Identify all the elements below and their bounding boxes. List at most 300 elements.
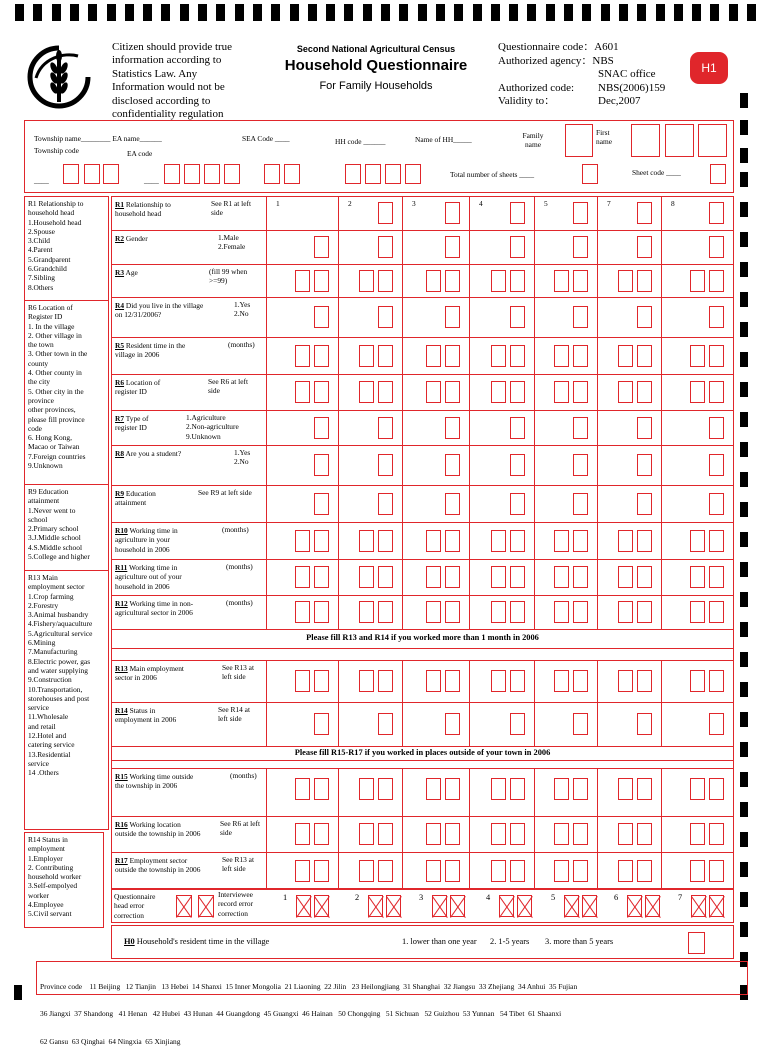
answer-box[interactable] (378, 713, 393, 735)
answer-box[interactable] (690, 566, 705, 588)
answer-box[interactable] (618, 823, 633, 845)
answer-box[interactable] (426, 381, 441, 403)
id-code-box[interactable] (405, 164, 421, 184)
answer-box[interactable] (491, 670, 506, 692)
answer-box[interactable] (554, 778, 569, 800)
id-code-box[interactable] (224, 164, 240, 184)
answer-box[interactable] (314, 670, 329, 692)
registration-mark (436, 4, 445, 21)
answer-box[interactable] (378, 306, 393, 328)
answer-box[interactable] (445, 823, 460, 845)
column-divider (402, 196, 403, 629)
family-name-box[interactable] (565, 124, 593, 157)
error-x-box[interactable] (691, 895, 706, 917)
question-text-line: Employment sector (129, 856, 188, 865)
registration-mark (198, 4, 207, 21)
answer-box[interactable] (445, 236, 460, 258)
question-note-line: (months) (226, 562, 253, 571)
answer-box[interactable] (573, 306, 588, 328)
answer-box[interactable] (637, 493, 652, 515)
sheet-code-field[interactable]: Sheet code ____ (632, 168, 681, 177)
answer-box[interactable] (314, 778, 329, 800)
error-x-box[interactable] (450, 895, 465, 917)
answer-box[interactable] (359, 860, 374, 882)
answer-box[interactable] (573, 417, 588, 439)
answer-box[interactable] (378, 270, 393, 292)
answer-box[interactable] (295, 381, 310, 403)
error-x-box[interactable] (627, 895, 642, 917)
answer-box[interactable] (709, 345, 724, 367)
answer-box[interactable] (618, 670, 633, 692)
row-divider (111, 702, 734, 703)
answer-box[interactable] (295, 530, 310, 552)
answer-box[interactable] (573, 202, 588, 224)
registration-mark (710, 4, 719, 21)
answer-box[interactable] (359, 381, 374, 403)
question-text-line: employment in 2006 (115, 715, 177, 725)
legend-line: R1 Relationship to (28, 199, 84, 208)
answer-box[interactable] (573, 381, 588, 403)
auth-code-label: Authorized code: (498, 81, 575, 94)
answer-box[interactable] (709, 530, 724, 552)
answer-box[interactable] (510, 601, 525, 623)
legend-line: 5.Grandparent (28, 254, 71, 264)
answer-box[interactable] (491, 381, 506, 403)
answer-box[interactable] (314, 566, 329, 588)
answer-box[interactable] (359, 566, 374, 588)
answer-box[interactable] (314, 270, 329, 292)
registration-mark (235, 4, 244, 21)
answer-box[interactable] (709, 601, 724, 623)
answer-box[interactable] (295, 860, 310, 882)
answer-box[interactable] (573, 270, 588, 292)
answer-box[interactable] (378, 417, 393, 439)
answer-box[interactable] (426, 601, 441, 623)
answer-box[interactable] (573, 345, 588, 367)
answer-box[interactable] (295, 270, 310, 292)
column-divider (534, 768, 535, 889)
answer-box[interactable] (445, 306, 460, 328)
answer-box[interactable] (573, 530, 588, 552)
legend-r6 (28, 303, 87, 470)
answer-box[interactable] (690, 670, 705, 692)
question-r1 (115, 200, 208, 219)
answer-box[interactable] (510, 493, 525, 515)
answer-box[interactable] (510, 270, 525, 292)
id-code-box[interactable] (385, 164, 401, 184)
answer-box[interactable] (573, 860, 588, 882)
error-x-box[interactable] (564, 895, 579, 917)
error-x-box[interactable] (645, 895, 660, 917)
answer-box[interactable] (510, 823, 525, 845)
answer-box[interactable] (690, 530, 705, 552)
answer-box[interactable] (637, 601, 652, 623)
answer-box[interactable] (554, 670, 569, 692)
answer-box[interactable] (637, 778, 652, 800)
answer-box[interactable] (618, 860, 633, 882)
province-code-line: 62 Gansu 63 Qinghai 64 Ningxia 65 Xinjiang (40, 1037, 181, 1047)
answer-box[interactable] (445, 345, 460, 367)
answer-box[interactable] (690, 860, 705, 882)
answer-box[interactable] (445, 493, 460, 515)
answer-box[interactable] (637, 345, 652, 367)
answer-box[interactable] (378, 530, 393, 552)
registration-mark (740, 148, 748, 163)
question-text-line: Status in (129, 706, 156, 715)
answer-box[interactable] (637, 306, 652, 328)
answer-box[interactable] (690, 345, 705, 367)
error-x-box[interactable] (432, 895, 447, 917)
answer-box[interactable] (554, 860, 569, 882)
form-badge (690, 52, 728, 84)
answer-box[interactable] (426, 345, 441, 367)
answer-box[interactable] (510, 381, 525, 403)
answer-box[interactable] (709, 860, 724, 882)
answer-box[interactable] (554, 381, 569, 403)
answer-box[interactable] (709, 202, 724, 224)
answer-box[interactable] (573, 454, 588, 476)
legend-line: service (28, 703, 49, 713)
row-divider (111, 230, 734, 231)
answer-box[interactable] (554, 530, 569, 552)
answer-box[interactable] (314, 306, 329, 328)
error-x-box[interactable] (499, 895, 514, 917)
total-sheets-box[interactable] (582, 164, 598, 184)
answer-box[interactable] (378, 345, 393, 367)
legend-line: Register ID (28, 312, 63, 322)
answer-box[interactable] (709, 417, 724, 439)
answer-box[interactable] (618, 530, 633, 552)
answer-box[interactable] (491, 566, 506, 588)
row-divider (111, 522, 734, 523)
answer-box[interactable] (445, 778, 460, 800)
answer-box[interactable] (690, 270, 705, 292)
question-code: R13 (115, 664, 128, 673)
answer-box[interactable] (554, 566, 569, 588)
answer-box[interactable] (445, 566, 460, 588)
answer-box[interactable] (491, 345, 506, 367)
answer-box[interactable] (637, 202, 652, 224)
error-x-box[interactable] (582, 895, 597, 917)
id-code-box[interactable] (103, 164, 119, 184)
id-code-box[interactable] (284, 164, 300, 184)
error-x-box[interactable] (386, 895, 401, 917)
answer-box[interactable] (573, 601, 588, 623)
answer-box[interactable] (359, 270, 374, 292)
question-r17 (115, 856, 219, 875)
interviewee-error-label (218, 890, 253, 918)
first-name-box-1[interactable] (631, 124, 660, 157)
answer-box[interactable] (491, 860, 506, 882)
answer-box[interactable] (637, 236, 652, 258)
answer-box[interactable] (690, 778, 705, 800)
id-code-box[interactable] (63, 164, 79, 184)
answer-box[interactable] (709, 454, 724, 476)
answer-box[interactable] (637, 417, 652, 439)
answer-box[interactable] (378, 493, 393, 515)
answer-box[interactable] (709, 566, 724, 588)
sheet-code-box[interactable] (710, 164, 726, 184)
answer-box[interactable] (426, 566, 441, 588)
answer-box[interactable] (445, 670, 460, 692)
legend-line: 7.Sibling (28, 273, 55, 283)
answer-box[interactable] (573, 778, 588, 800)
answer-box[interactable] (378, 202, 393, 224)
answer-box[interactable] (573, 670, 588, 692)
question-r4 (115, 301, 231, 320)
answer-box[interactable] (426, 823, 441, 845)
answer-box[interactable] (295, 345, 310, 367)
question-note-r10 (222, 525, 249, 534)
answer-box[interactable] (618, 566, 633, 588)
hh-code-field[interactable]: HH code ______ (335, 137, 386, 146)
answer-box[interactable] (378, 778, 393, 800)
column-number: 3 (412, 199, 416, 208)
registration-mark (740, 592, 748, 607)
legend-line: 4.Parent (28, 245, 53, 255)
error-column-number: 3 (419, 893, 424, 902)
township-name-field[interactable]: Township name________ (34, 134, 111, 143)
answer-box[interactable] (378, 860, 393, 882)
answer-box[interactable] (359, 530, 374, 552)
question-note-line: 2.No (234, 309, 249, 319)
answer-box[interactable] (378, 601, 393, 623)
answer-box[interactable] (709, 823, 724, 845)
answer-box[interactable] (314, 454, 329, 476)
answer-box[interactable] (637, 270, 652, 292)
answer-box[interactable] (709, 778, 724, 800)
legend-line: 9.Unknown (28, 461, 63, 471)
answer-box[interactable] (510, 236, 525, 258)
answer-box[interactable] (573, 493, 588, 515)
question-note-line: left side (222, 672, 246, 682)
error-x-box[interactable] (709, 895, 724, 917)
answer-box[interactable] (510, 713, 525, 735)
answer-box[interactable] (709, 493, 724, 515)
answer-box[interactable] (709, 236, 724, 258)
legend-line: Macao or Taiwan (28, 442, 80, 452)
answer-box[interactable] (709, 670, 724, 692)
id-code-box[interactable] (84, 164, 100, 184)
question-code: R8 (115, 449, 125, 458)
answer-box[interactable] (510, 860, 525, 882)
answer-box[interactable] (510, 345, 525, 367)
answer-box[interactable] (445, 530, 460, 552)
answer-box[interactable] (359, 601, 374, 623)
registration-mark (740, 352, 748, 367)
answer-box[interactable] (426, 530, 441, 552)
id-code-box[interactable] (264, 164, 280, 184)
id-code-box[interactable] (365, 164, 381, 184)
answer-box[interactable] (314, 381, 329, 403)
answer-box[interactable] (359, 670, 374, 692)
sea-code-field[interactable]: SEA Code ____ (242, 134, 290, 143)
answer-box[interactable] (618, 270, 633, 292)
answer-box[interactable] (491, 270, 506, 292)
answer-box[interactable] (709, 713, 724, 735)
registration-mark (729, 4, 738, 21)
question-r10 (115, 526, 219, 554)
answer-box[interactable] (378, 236, 393, 258)
error-column-number: 7 (678, 893, 683, 902)
answer-box[interactable] (314, 417, 329, 439)
answer-box[interactable] (378, 454, 393, 476)
total-sheets-field[interactable]: Total number of sheets ____ (450, 170, 535, 179)
answer-box[interactable] (510, 306, 525, 328)
validity-value: Dec,2007 (598, 95, 641, 107)
column-divider (597, 660, 598, 746)
answer-box[interactable] (445, 270, 460, 292)
notice-line: confidentiality regulation (112, 108, 224, 121)
answer-box[interactable] (445, 381, 460, 403)
h0-answer-box[interactable] (688, 932, 705, 954)
answer-box[interactable] (690, 601, 705, 623)
answer-box[interactable] (709, 270, 724, 292)
answer-box[interactable] (573, 713, 588, 735)
answer-box[interactable] (709, 306, 724, 328)
qcode-label: Questionnaire code： (498, 41, 595, 53)
error-x-box[interactable] (517, 895, 532, 917)
answer-box[interactable] (510, 670, 525, 692)
answer-box[interactable] (573, 566, 588, 588)
registration-mark (125, 4, 134, 21)
answer-box[interactable] (359, 823, 374, 845)
answer-box[interactable] (314, 493, 329, 515)
ea-code-label: EA code (127, 149, 153, 158)
answer-box[interactable] (426, 860, 441, 882)
registration-mark (740, 232, 748, 247)
answer-box[interactable] (637, 454, 652, 476)
answer-box[interactable] (426, 670, 441, 692)
answer-box[interactable] (637, 823, 652, 845)
error-x-box[interactable] (176, 895, 192, 917)
answer-box[interactable] (491, 530, 506, 552)
answer-box[interactable] (314, 530, 329, 552)
answer-box[interactable] (637, 670, 652, 692)
answer-box[interactable] (378, 823, 393, 845)
answer-box[interactable] (618, 345, 633, 367)
answer-box[interactable] (510, 454, 525, 476)
registration-mark (740, 382, 748, 397)
answer-box[interactable] (295, 566, 310, 588)
answer-box[interactable] (510, 202, 525, 224)
id-code-box[interactable] (345, 164, 361, 184)
name-of-hh-field[interactable]: Name of HH_____ (415, 135, 472, 144)
column-divider (338, 660, 339, 746)
answer-box[interactable] (426, 778, 441, 800)
answer-box[interactable] (554, 345, 569, 367)
answer-box[interactable] (573, 823, 588, 845)
answer-box[interactable] (359, 345, 374, 367)
answer-box[interactable] (445, 713, 460, 735)
answer-box[interactable] (637, 860, 652, 882)
answer-box[interactable] (637, 566, 652, 588)
legend-line: 11.Wholesale (28, 712, 69, 722)
answer-box[interactable] (426, 270, 441, 292)
answer-box[interactable] (510, 530, 525, 552)
answer-box[interactable] (690, 823, 705, 845)
column-divider (534, 660, 535, 746)
answer-box[interactable] (554, 270, 569, 292)
question-note-line: 2.Non-agriculture (186, 422, 239, 432)
column-divider (469, 196, 470, 629)
answer-box[interactable] (445, 454, 460, 476)
id-code-box[interactable] (164, 164, 180, 184)
answer-box[interactable] (295, 778, 310, 800)
answer-box[interactable] (314, 601, 329, 623)
answer-box[interactable] (314, 345, 329, 367)
question-text-line: Working time in non- (129, 599, 194, 608)
question-text-line: Gender (125, 234, 148, 243)
answer-box[interactable] (554, 823, 569, 845)
error-x-box[interactable] (368, 895, 383, 917)
answer-box[interactable] (445, 601, 460, 623)
answer-box[interactable] (491, 778, 506, 800)
interviewee-error-line: Interviewee (218, 890, 253, 899)
error-x-box[interactable] (314, 895, 329, 917)
answer-box[interactable] (637, 381, 652, 403)
answer-box[interactable] (314, 823, 329, 845)
answer-box[interactable] (295, 601, 310, 623)
answer-box[interactable] (314, 236, 329, 258)
answer-box[interactable] (618, 381, 633, 403)
first-name-box-3[interactable] (698, 124, 727, 157)
id-code-box[interactable] (184, 164, 200, 184)
answer-box[interactable] (378, 381, 393, 403)
answer-box[interactable] (510, 417, 525, 439)
first-name-box-2[interactable] (665, 124, 694, 157)
row-divider (111, 852, 734, 853)
answer-box[interactable] (314, 713, 329, 735)
answer-box[interactable] (573, 236, 588, 258)
answer-box[interactable] (491, 601, 506, 623)
ea-name-field[interactable]: EA name______ (112, 134, 162, 143)
error-x-box[interactable] (296, 895, 311, 917)
answer-box[interactable] (445, 202, 460, 224)
answer-box[interactable] (295, 823, 310, 845)
question-note-line: 1.Male (218, 233, 239, 242)
legend-line: 2.Primary school (28, 524, 79, 534)
question-code: R14 (115, 706, 128, 715)
answer-box[interactable] (510, 778, 525, 800)
answer-box[interactable] (378, 566, 393, 588)
registration-mark (399, 4, 408, 21)
answer-box[interactable] (618, 601, 633, 623)
column-divider (597, 196, 598, 629)
column-divider (469, 660, 470, 746)
answer-box[interactable] (637, 713, 652, 735)
answer-box[interactable] (378, 670, 393, 692)
legend-line: 5.Civil servant (28, 909, 72, 919)
answer-box[interactable] (359, 778, 374, 800)
error-x-box[interactable] (198, 895, 214, 917)
column-number: 7 (607, 199, 611, 208)
answer-box[interactable] (618, 778, 633, 800)
answer-box[interactable] (445, 860, 460, 882)
answer-box[interactable] (295, 670, 310, 692)
column-number: 2 (348, 199, 352, 208)
question-note-line: See R14 at (218, 705, 251, 714)
id-code-box[interactable] (204, 164, 220, 184)
answer-box[interactable] (709, 381, 724, 403)
answer-box[interactable] (491, 823, 506, 845)
answer-box[interactable] (554, 601, 569, 623)
answer-box[interactable] (445, 417, 460, 439)
answer-box[interactable] (314, 860, 329, 882)
answer-box[interactable] (510, 566, 525, 588)
answer-box[interactable] (690, 381, 705, 403)
answer-box[interactable] (637, 530, 652, 552)
